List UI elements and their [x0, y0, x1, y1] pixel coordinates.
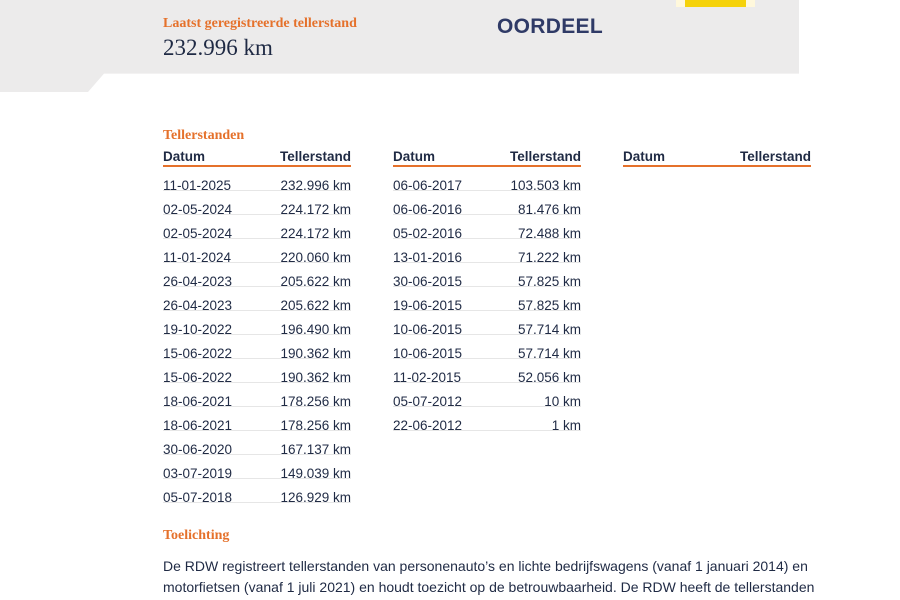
reading-header: Tellerstand: [279, 149, 351, 164]
reading-km: 10 km: [544, 394, 581, 409]
reading-date: 19-10-2022: [163, 322, 233, 337]
table-row: [393, 287, 581, 311]
reading-km: 196.490 km: [280, 322, 351, 337]
reading-km: 1 km: [551, 418, 581, 433]
readings-column-3: [623, 150, 811, 167]
header-band: [0, 0, 799, 92]
reading-km: 71.222 km: [517, 250, 581, 265]
reading-date: 11-01-2025: [163, 178, 232, 193]
reading-date: 06-06-2017: [393, 178, 463, 193]
table-row: [163, 167, 351, 191]
reading-km: 57.714 km: [517, 346, 581, 361]
reading-km: 190.362 km: [280, 370, 351, 385]
reading-km: 57.714 km: [517, 322, 581, 337]
yellow-badge: [676, 0, 755, 7]
table-row: [163, 263, 351, 287]
verdict-text: OORDEEL: [497, 15, 603, 38]
table-row: [163, 479, 351, 503]
table-row: [393, 335, 581, 359]
table-row: [163, 407, 351, 431]
reading-header: Tellerstand: [509, 149, 581, 164]
reading-km: 178.256 km: [280, 394, 351, 409]
readings-column-2: [393, 150, 581, 431]
tellerstanden-title: Tellerstanden: [163, 128, 245, 143]
reading-date: 22-06-2012: [393, 418, 463, 433]
reading-date: 30-06-2020: [163, 442, 233, 457]
table-row: [393, 191, 581, 215]
reading-date: 26-04-2023: [163, 298, 233, 313]
table-row: [163, 431, 351, 455]
table-row: [163, 455, 351, 479]
readings-rows: [163, 167, 351, 503]
date-header: Datum: [393, 149, 436, 164]
reading-km: 167.137 km: [280, 442, 351, 457]
reading-date: 10-06-2015: [393, 322, 463, 337]
reading-date: 02-05-2024: [163, 226, 233, 241]
reading-km: 57.825 km: [517, 274, 581, 289]
readings-rows: [393, 167, 581, 431]
reading-date: 11-02-2015: [393, 370, 462, 385]
column-header: [623, 150, 811, 167]
table-row: [393, 263, 581, 287]
reading-km: 190.362 km: [280, 346, 351, 361]
reading-km: 57.825 km: [517, 298, 581, 313]
column-header: [163, 150, 351, 167]
yellow-badge-fill: [685, 0, 746, 7]
last-reading-value: 232.996 km: [163, 35, 273, 60]
table-row: [393, 383, 581, 407]
reading-date: 10-06-2015: [393, 346, 463, 361]
reading-date: 18-06-2021: [163, 394, 233, 409]
reading-date: 15-06-2022: [163, 370, 233, 385]
reading-date: 05-07-2012: [393, 394, 463, 409]
reading-date: 13-01-2016: [393, 250, 463, 265]
reading-date: 02-05-2024: [163, 202, 233, 217]
reading-km: 232.996 km: [280, 178, 351, 193]
reading-km: 224.172 km: [280, 226, 351, 241]
table-row: [163, 239, 351, 263]
reading-date: 15-06-2022: [163, 346, 233, 361]
verdict-heading: [497, 0, 603, 40]
reading-header: Tellerstand: [739, 149, 811, 164]
table-row: [393, 215, 581, 239]
reading-date: 26-04-2023: [163, 274, 233, 289]
reading-date: 19-06-2015: [393, 298, 463, 313]
last-reading-label: Laatst geregistreerde tellerstand: [163, 16, 357, 31]
reading-km: 72.488 km: [517, 226, 581, 241]
reading-km: 205.622 km: [280, 298, 351, 313]
table-row: [393, 239, 581, 263]
reading-km: 81.476 km: [517, 202, 581, 217]
reading-date: 11-01-2024: [163, 250, 232, 265]
toelichting-text: De RDW registreert tellerstanden van personenauto’s en lichte bedrijfswagens (vanaf 1 januari 2014) en motorfietsen (vanaf 1 juli 2021) en houdt toezicht op de betrouwbaarheid. De RDW heeft de tellerstanden: [163, 558, 815, 595]
reading-km: 224.172 km: [280, 202, 351, 217]
table-row: [163, 287, 351, 311]
readings-column-1: [163, 150, 351, 503]
reading-date: 05-02-2016: [393, 226, 463, 241]
reading-km: 149.039 km: [280, 466, 351, 481]
reading-km: 178.256 km: [280, 418, 351, 433]
table-row: [163, 359, 351, 383]
table-row: [163, 383, 351, 407]
table-row: [393, 311, 581, 335]
table-row: [163, 335, 351, 359]
reading-date: 05-07-2018: [163, 490, 233, 505]
reading-km: 103.503 km: [510, 178, 581, 193]
reading-km: 126.929 km: [280, 490, 351, 505]
table-row: [393, 407, 581, 431]
table-row: [163, 215, 351, 239]
column-header: [393, 150, 581, 167]
reading-date: 03-07-2019: [163, 466, 233, 481]
table-row: [163, 191, 351, 215]
table-row: [393, 167, 581, 191]
table-row: [163, 311, 351, 335]
reading-km: 52.056 km: [517, 370, 581, 385]
reading-km: 220.060 km: [280, 250, 351, 265]
reading-date: 18-06-2021: [163, 418, 233, 433]
date-header: Datum: [623, 149, 666, 164]
toelichting-title: Toelichting: [163, 528, 230, 543]
reading-date: 30-06-2015: [393, 274, 463, 289]
date-header: Datum: [163, 149, 206, 164]
table-row: [393, 359, 581, 383]
reading-date: 06-06-2016: [393, 202, 463, 217]
reading-km: 205.622 km: [280, 274, 351, 289]
